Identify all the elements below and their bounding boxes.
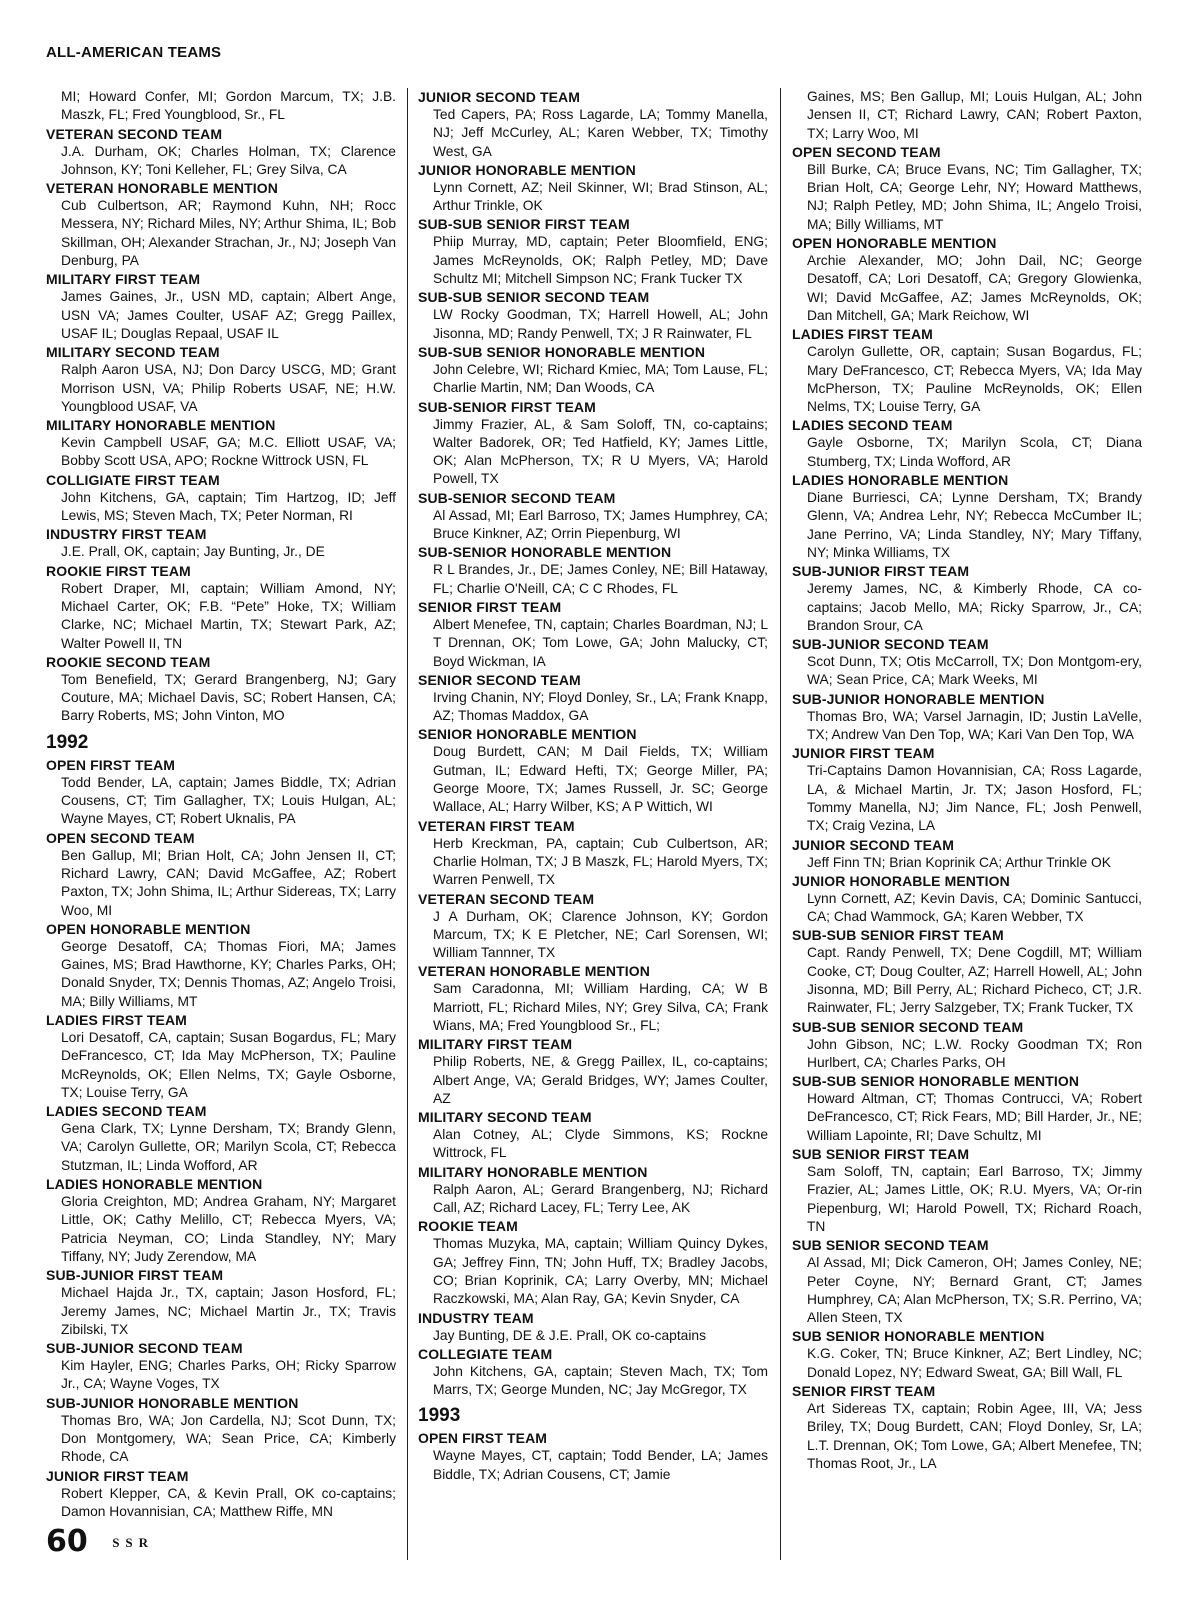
team-members: Gena Clark, TX; Lynne Dersham, TX; Brandy Glenn, VA; Carolyn Gullette, OR; Marilyn Scola, CT; Rebecca Stutzman, IL; Linda Wofford, AR [61,1121,396,1173]
team-members: Howard Altman, CT; Thomas Contrucci, VA; Robert DeFrancesco, CT; Rick Fears, MD; Bill Harder, Jr., NE; William Lapointe, RI; Dave Schultz, MI [807,1091,1142,1143]
running-header: ALL-AMERICAN TEAMS [46,44,222,61]
team-heading: SUB-JUNIOR SECOND TEAM [46,1340,243,1357]
page-footer [46,1524,154,1559]
team-members: Alan Cotney, AL; Clyde Simmons, KS; Rockne Wittrock, FL [433,1127,768,1161]
team-heading: SUB-SUB SENIOR HONORABLE MENTION [792,1073,1080,1090]
team-members: Robert Klepper, CA, & Kevin Prall, OK co-captains; Damon Hovannisian, CA; Matthew Riffe, MN [61,1485,396,1519]
team-heading: SUB-SUB SENIOR FIRST TEAM [418,216,630,233]
page-number: 60 [46,1524,88,1559]
team-heading: LADIES HONORABLE MENTION [792,472,1009,489]
team-heading: SUB SENIOR FIRST TEAM [792,1146,970,1163]
team-members: Albert Menefee, TN, captain; Charles Boardman, NJ; L T Drennan, OK; Tom Lowe, GA; John Malucky, CT; Boyd Wickman, IA [433,616,768,669]
team-members: Doug Burdett, CAN; M Dail Fields, TX; William Gutman, IL; Edward Hefti, TX; George Miller, PA; George Moore, TX; James Russell, Jr. SC; George Wallace, AL; Harry Wilber, KS; A P Wittich, WI [433,744,768,815]
team-heading: SUB-SUB SENIOR FIRST TEAM [792,927,1004,944]
team-heading: MILITARY FIRST TEAM [46,271,201,288]
team-members: Lori Desatoff, CA, captain; Susan Bogardus, FL; Mary DeFrancesco, CT; Ida May McPherson, TX; Pauline McReynolds, OK; Ellen Nelms, TX; Gayle Osborne, TX; Louise Terry, GA [61,1029,396,1100]
team-heading: VETERAN SECOND TEAM [46,125,223,142]
team-members: Tom Benefield, TX; Gerard Brangenberg, NJ; Gary Couture, MA; Michael Davis, SC; Robert Hansen, CA; Barry Roberts, MS; John Vinton, MO [61,671,396,724]
team-members: John Gibson, NC; L.W. Rocky Goodman TX; Ron Hurlbert, CA; Charles Parks, OH [807,1036,1142,1070]
team-members: John Celebre, WI; Richard Kmiec, MA; Tom Lause, FL; Charlie Martin, NM; Dan Woods, CA [433,361,768,396]
team-heading: ROOKIE FIRST TEAM [46,562,191,579]
team-heading: SENIOR HONORABLE MENTION [418,726,637,743]
team-members: J.A. Durham, OK; Charles Holman, TX; Clarence Johnson, KY; Toni Kelleher, FL; Grey Silva, CA [61,143,396,177]
team-heading: JUNIOR SECOND TEAM [418,89,581,105]
team-heading: SENIOR SECOND TEAM [418,671,581,688]
team-members: Kim Hayler, ENG; Charles Parks, OH; Ricky Sparrow Jr., CA; Wayne Voges, TX [61,1358,396,1392]
team-heading: SUB-JUNIOR FIRST TEAM [792,563,970,580]
team-members: Tri-Captains Damon Hovannisian, CA; Ross Lagarde, LA, & Michael Martin, Jr. TX; Jason Hosford, FL; Tommy Manella, NJ; Jim Nance, FL; Josh Penwell, TX; Craig Vezina, LA [807,763,1142,834]
team-members: Sam Caradonna, MI; William Harding, CA; W B Marriott, FL; Richard Miles, NY; Grey Silva, CA; Frank Wians, MA; Fred Youngblood Sr., FL; [433,981,768,1033]
team-members: Michael Hajda Jr., TX, captain; Jason Hosford, FL; Jeremy James, NC; Michael Martin Jr., TX; Travis Zibilski, TX [61,1285,396,1337]
team-heading: JUNIOR FIRST TEAM [46,1467,189,1484]
team-heading: SUB-SUB SENIOR HONORABLE MENTION [418,343,706,360]
team-members: Ted Capers, PA; Ross Lagarde, LA; Tommy Manella, NJ; Jeff McCurley, AL; Karen Webber, TX; Timothy West, GA [433,107,768,159]
team-heading: MILITARY HONORABLE MENTION [46,417,276,434]
team-members: Wayne Mayes, CT, captain; Todd Bender, LA; James Biddle, TX; Adrian Cousens, CT; Jamie [433,1448,768,1482]
team-members: LW Rocky Goodman, TX; Harrell Howell, AL; John Jisonna, MD; Randy Penwell, TX; J R Rainwater, FL [433,307,768,341]
team-heading: OPEN HONORABLE MENTION [46,920,251,937]
year-heading: 1992 [46,731,89,753]
team-members: Al Assad, MI; Earl Barroso, TX; James Humphrey, CA; Bruce Kinkner, AZ; Orrin Piepenburg, WI [433,507,768,542]
column-divider [780,88,781,1560]
column-2 [418,88,768,1484]
team-members: Jeff Finn TN; Brian Koprinik CA; Arthur Trinkle OK [807,854,1111,870]
team-heading: COLLIGIATE FIRST TEAM [46,471,220,488]
team-heading: MILITARY FIRST TEAM [418,1036,573,1053]
team-heading: SUB-SENIOR SECOND TEAM [418,489,616,506]
team-members: Bill Burke, CA; Bruce Evans, NC; Tim Gallagher, TX; Brian Holt, CA; George Lehr, NY; Howard Matthews, NJ; Ralph Petley, MD; John Shima, IL; Angelo Troisi, MA; Billy Williams, MT [807,161,1142,232]
team-members: Philip Roberts, NE, & Gregg Paillex, IL, co-captains; Albert Ange, VA; Gerald Bridges, WY; James Coulter, AZ [433,1054,768,1106]
team-members: Thomas Muzyka, MA, captain; William Quincy Dykes, GA; Jeffrey Finn, TN; John Huff, TX; Bradley Jacobs, CO; Brian Koprinik, CA; Larry Overby, MN; Michael Raczkowski, MA; Alan Ray, GA; Kevin Snyder, CA [433,1236,768,1307]
team-members: Carolyn Gullette, OR, captain; Susan Bogardus, FL; Mary DeFrancesco, CT; Rebecca Myers, VA; Ida May McPherson, TX; Pauline McReynolds, OK; Ellen Nelms, TX; Louise Terry, GA [807,344,1142,415]
team-heading: SENIOR FIRST TEAM [792,1383,936,1400]
team-members: Thomas Bro, WA; Jon Cardella, NJ; Scot Dunn, TX; Don Montgomery, WA; Sean Price, CA; Kimberly Rhode, CA [61,1412,396,1465]
team-heading: SUB-SENIOR HONORABLE MENTION [418,544,672,561]
team-members: Irving Chanin, NY; Floyd Donley, Sr., LA; Frank Knapp, AZ; Thomas Maddox, GA [433,689,768,724]
team-members: Lynn Cornett, AZ; Kevin Davis, CA; Dominic Santucci, CA; Chad Wammock, GA; Karen Webber, TX [807,890,1142,925]
team-heading: OPEN FIRST TEAM [418,1430,548,1447]
team-heading: SUB-JUNIOR SECOND TEAM [792,636,989,653]
team-heading: JUNIOR SECOND TEAM [792,836,955,853]
team-heading: ROOKIE SECOND TEAM [46,653,211,670]
team-heading: LADIES HONORABLE MENTION [46,1176,263,1193]
team-heading: OPEN HONORABLE MENTION [792,235,997,252]
team-heading: COLLEGIATE TEAM [418,1345,553,1362]
team-members: Robert Draper, MI, captain; William Amond, NY; Michael Carter, OK; F.B. “Pete” Hoke, TX; William Clarke, NC; Michael Martin, TX; Stewart Park, AZ; Walter Powell II, TN [61,580,396,651]
team-members: J.E. Prall, OK, captain; Jay Bunting, Jr., DE [61,544,325,560]
column-1 [46,88,396,1521]
team-members: Phiip Murray, MD, captain; Peter Bloomfield, ENG; James McReynolds, OK; Ralph Petley, MD; Dave Schultz MI; Mitchell Simpson NC; Frank Tucker TX [433,234,768,287]
magazine-name: SSR [112,1535,155,1550]
team-heading: LADIES SECOND TEAM [46,1103,207,1120]
team-heading: VETERAN SECOND TEAM [418,890,595,907]
team-members: Todd Bender, LA, captain; James Biddle, TX; Adrian Cousens, CT; Tim Gallagher, TX; Louis Hulgan, AL; Wayne Mayes, CT; Robert Uknalis, PA [61,774,396,827]
team-heading: SUB-JUNIOR HONORABLE MENTION [46,1394,299,1411]
team-heading: MILITARY SECOND TEAM [418,1109,592,1126]
team-members: K.G. Coker, TN; Bruce Kinkner, AZ; Bert Lindley, NC; Donald Lopez, NY; Edward Sweat, GA; Bill Wall, FL [807,1346,1142,1380]
team-members: Herb Kreckman, PA, captain; Cub Culbertson, AR; Charlie Holman, TX; J B Maszk, FL; Harold Myers, TX; Warren Penwell, TX [433,835,768,888]
team-members: Kevin Campbell USAF, GA; M.C. Elliott USAF, VA; Bobby Scott USA, APO; Rockne Wittrock USN, FL [61,435,396,469]
team-members: John Kitchens, GA, captain; Tim Hartzog, ID; Jeff Lewis, MS; Steven Mach, TX; Peter Norman, RI [61,489,396,524]
team-heading: VETERAN HONORABLE MENTION [46,180,278,197]
team-heading: SUB-JUNIOR HONORABLE MENTION [792,690,1045,707]
team-members: Al Assad, MI; Dick Cameron, OH; James Conley, NE; Peter Coyne, NY; Bernard Grant, CT; James Humphrey, CA; Alan McPherson, TX; S.R. Perrino, VA; Allen Steen, TX [807,1255,1142,1326]
team-heading: SUB SENIOR HONORABLE MENTION [792,1328,1045,1345]
team-heading: JUNIOR FIRST TEAM [792,745,935,762]
column-divider [407,88,408,1560]
team-heading: SUB-SENIOR FIRST TEAM [418,398,596,415]
team-heading: JUNIOR HONORABLE MENTION [418,161,636,178]
team-members: George Desatoff, CA; Thomas Fiori, MA; James Gaines, MS; Brad Hawthorne, KY; Charles Parks, OH; Donald Snyder, TX; Dennis Thomas, AZ; Angelo Troisi, MA; Billy Williams, MT [61,938,396,1009]
team-members: Ralph Aaron, AL; Gerard Brangenberg, NJ; Richard Call, AZ; Richard Lacey, FL; Terry Lee, AK [433,1181,768,1216]
team-members: Jimmy Frazier, AL, & Sam Soloff, TN, co-captains; Walter Badorek, OR; Ted Hatfield, KY; James Little, OK; Alan McPherson, TX; R U Myers, VA; Harold Powell, TX [433,416,768,487]
team-members: Gloria Creighton, MD; Andrea Graham, NY; Margaret Little, OK; Cathy Melillo, CT; Rebecca Myers, VA; Patricia Neyman, CO; Linda Standley, NY; Mary Tiffany, NY; Judy Zerendow, MA [61,1194,396,1264]
team-members: John Kitchens, GA, captain; Steven Mach, TX; Tom Marrs, TX; George Munden, NC; Jay McGregor, TX [433,1363,768,1398]
team-members: Art Sidereas TX, captain; Robin Agee, III, VA; Jess Briley, TX; Doug Burdett, CAN; Floyd Donley, Sr, LA; L.T. Drennan, OK; Tom Lowe, GA; Albert Menefee, TN; Thomas Root, Jr., LA [807,1401,1142,1471]
team-members: Diane Burriesci, CA; Lynne Dersham, TX; Brandy Glenn, VA; Andrea Lehr, NY; Rebecca McCumber IL; Jane Perrino, VA; Linda Standley, NY; Mary Tiffany, NY; Minka Williams, TX [807,490,1142,560]
team-members: R L Brandes, Jr., DE; James Conley, NE; Bill Hataway, FL; Charlie O'Neill, CA; C C Rhodes, FL [433,562,768,596]
team-members: MI; Howard Confer, MI; Gordon Marcum, TX; J.B. Maszk, FL; Fred Youngblood, Sr., FL [61,89,396,123]
team-members: Cub Culbertson, AR; Raymond Kuhn, NH; Rocc Messera, NY; Richard Miles, NY; Arthur Shima, IL; Bob Skillman, OH; Alexander Strachan, Jr., NJ; Joseph Van Denburg, PA [61,198,396,269]
team-members: J A Durham, OK; Clarence Johnson, KY; Gordon Marcum, TX; K E Pletcher, NE; Carl Sorensen, WI; William Tannner, TX [433,908,768,961]
team-members: Scot Dunn, TX; Otis McCarroll, TX; Don Montgom-ery, WA; Sean Price, CA; Mark Weeks, MI [807,654,1142,688]
team-members: Ben Gallup, MI; Brian Holt, CA; John Jensen II, CT; Richard Lawry, CAN; David McGaffee, AZ; Robert Paxton, TX; John Shima, IL; Arthur Sidereas, TX; Larry Woo, MI [61,847,396,918]
team-heading: JUNIOR HONORABLE MENTION [792,872,1010,889]
team-members: Lynn Cornett, AZ; Neil Skinner, WI; Brad Stinson, AL; Arthur Trinkle, OK [433,179,768,214]
team-heading: MILITARY SECOND TEAM [46,344,220,361]
team-heading: SUB SENIOR SECOND TEAM [792,1237,989,1254]
team-heading: OPEN SECOND TEAM [792,143,941,160]
team-heading: LADIES SECOND TEAM [792,417,953,434]
team-heading: VETERAN HONORABLE MENTION [418,963,650,980]
team-heading: OPEN FIRST TEAM [46,756,176,773]
team-members: Thomas Bro, WA; Varsel Jarnagin, ID; Justin LaVelle, TX; Andrew Van Den Top, WA; Kari Van Den Top, WA [807,708,1142,743]
team-heading: SUB-JUNIOR FIRST TEAM [46,1267,224,1284]
team-members: Capt. Randy Penwell, TX; Dene Cogdill, MT; William Cooke, CT; Doug Coulter, AZ; Harrell Howell, AL; John Jisonna, MD; Bill Perry, AL; Richard Picheco, CT; J.R. Rainwater, FL; Jerry Salzgeber, TX; Frank Tucker, TX [807,945,1142,1016]
team-heading: MILITARY HONORABLE MENTION [418,1163,648,1180]
team-heading: SUB-SUB SENIOR SECOND TEAM [418,289,650,306]
team-heading: OPEN SECOND TEAM [46,829,195,846]
year-heading: 1993 [418,1405,461,1427]
team-members: Jay Bunting, DE & J.E. Prall, OK co-captains [433,1327,706,1343]
team-heading: LADIES FIRST TEAM [46,1011,187,1028]
team-members: Archie Alexander, MO; John Dail, NC; George Desatoff, CA; Lori Desatoff, CA; Gregory Glowienka, WI; David McGaffee, AZ; James McReynolds, OK; Dan Mitchell, GA; Mark Reichow, WI [807,253,1142,323]
team-members: Ralph Aaron USA, NJ; Don Darcy USCG, MD; Grant Morrison USN, VA; Philip Roberts USAF, NE; H.W. Youngblood USAF, VA [61,362,396,414]
team-heading: SENIOR FIRST TEAM [418,598,562,615]
team-members: James Gaines, Jr., USN MD, captain; Albert Ange, USN VA; James Coulter, USAF AZ; Gregg Paillex, USAF IL; Douglas Repaal, USAF IL [61,289,396,341]
team-members: Sam Soloff, TN, captain; Earl Barroso, TX; Jimmy Frazier, AL; James Little, OK; R.U. Myers, VA; Or-rin Piepenburg, WI; Harold Powell, TX; Richard Roach, TN [807,1164,1142,1234]
team-heading: SUB-SUB SENIOR SECOND TEAM [792,1018,1024,1035]
team-heading: INDUSTRY FIRST TEAM [46,526,207,543]
team-members: Gaines, MS; Ben Gallup, MI; Louis Hulgan, AL; John Jensen II, CT; Richard Lawry, CAN; Robert Paxton, TX; Larry Woo, MI [807,89,1142,141]
team-members: Gayle Osborne, TX; Marilyn Scola, CT; Diana Stumberg, TX; Linda Wofford, AR [807,435,1142,469]
team-heading: LADIES FIRST TEAM [792,326,933,343]
team-heading: INDUSTRY TEAM [418,1309,534,1326]
team-members: Jeremy James, NC, & Kimberly Rhode, CA co-captains; Jacob Mello, MA; Ricky Sparrow, Jr., CA; Brandon Srour, CA [807,581,1142,633]
team-heading: ROOKIE TEAM [418,1218,518,1235]
column-3 [792,88,1142,1473]
team-heading: VETERAN FIRST TEAM [418,817,575,834]
